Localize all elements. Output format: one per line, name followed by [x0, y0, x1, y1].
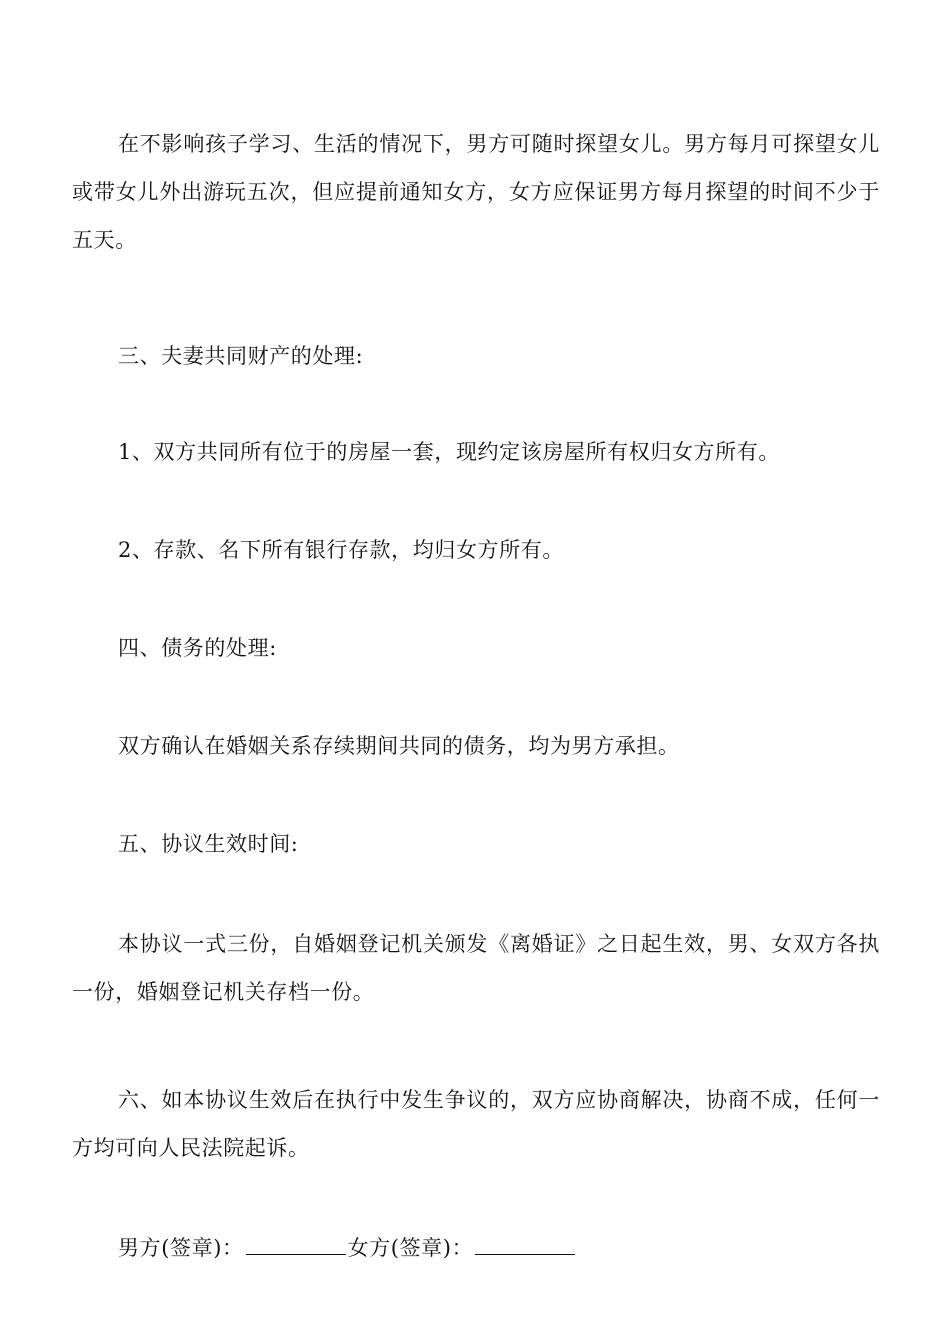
paragraph-house: 1、双方共同所有位于的房屋一套，现约定该房屋所有权归女方所有。	[118, 440, 780, 464]
signature-line	[118, 1224, 577, 1272]
female-signature-blank[interactable]	[475, 1236, 575, 1255]
heading-effective-time: 五、协议生效时间:	[118, 832, 299, 856]
paragraph-visitation: 在不影响孩子学习、生活的情况下，男方可随时探望女儿。男方每月可探望女儿或带女儿外出游玩五次，但应提前通知女方，女方应保证男方每月探望的时间不少于五天。	[72, 132, 880, 252]
male-signature-label: 男方(签章)：	[118, 1236, 244, 1260]
paragraph-debts: 双方确认在婚姻关系存续期间共同的债务，均为男方承担。	[118, 734, 680, 758]
paragraph-savings: 2、存款、名下所有银行存款，均归女方所有。	[118, 538, 564, 562]
paragraph-effective: 本协议一式三份，自婚姻登记机关颁发《离婚证》之日起生效，男、女双方各执一份，婚姻登记机关存档一份。	[72, 932, 880, 1004]
heading-joint-property: 三、夫妻共同财产的处理:	[118, 344, 364, 368]
heading-debts: 四、债务的处理:	[118, 636, 277, 660]
male-signature-blank[interactable]	[246, 1236, 346, 1255]
female-signature-label: 女方(签章)：	[347, 1236, 474, 1260]
paragraph-disputes: 六、如本协议生效后在执行中发生争议的，双方应协商解决，协商不成，任何一方均可向人民法院起诉。	[72, 1088, 880, 1160]
